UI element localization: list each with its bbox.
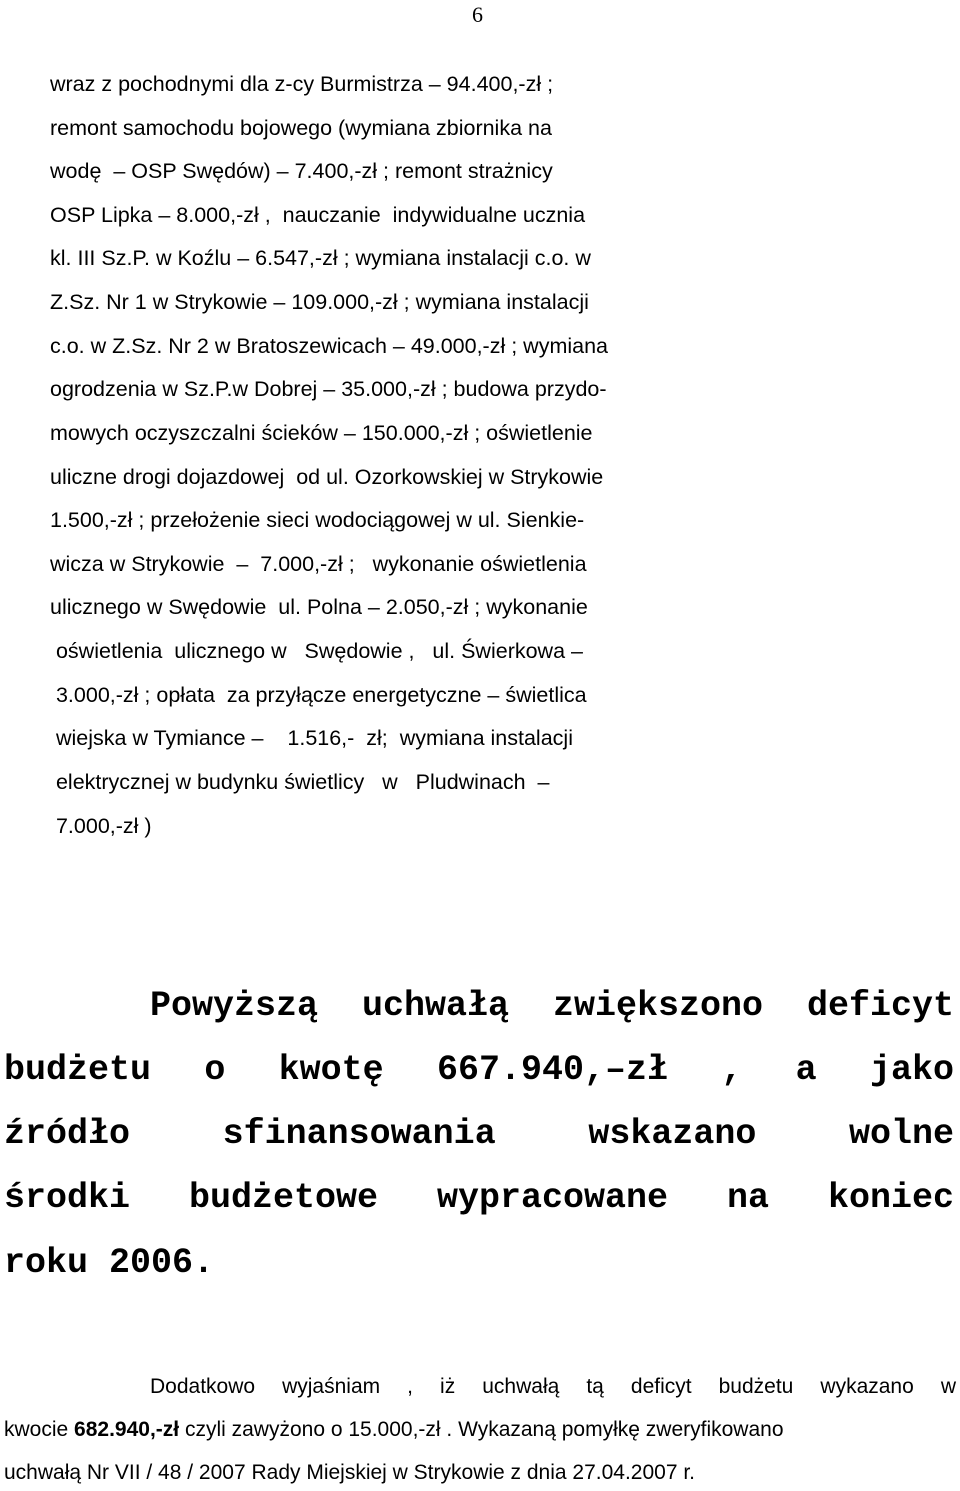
list-line: oświetlenia ulicznego w Swędowie , ul. Świerkowa – — [50, 639, 583, 663]
list-line: kl. III Sz.P. w Koźlu – 6.547,-zł ; wymiana instalacji c.o. w — [50, 246, 591, 270]
corrected-amount: 682.940,-zł — [74, 1418, 180, 1441]
list-line: uliczne drogi dojazdowej od ul. Ozorkowskiej w Strykowie — [50, 465, 604, 489]
list-line: 7.000,-zł ) — [50, 814, 152, 838]
summary-line: źródło sfinansowania wskazano wolne — [4, 1114, 954, 1154]
summary-line: roku 2006. — [4, 1243, 215, 1283]
list-line: ulicznego w Swędowie ul. Polna – 2.050,-zł ; wykonanie — [50, 595, 588, 619]
summary-line: środki budżetowe wypracowane na koniec — [4, 1178, 954, 1218]
list-line: c.o. w Z.Sz. Nr 2 w Bratoszewicach – 49.000,-zł ; wymiana — [50, 334, 609, 358]
list-line: OSP Lipka – 8.000,-zł , nauczanie indywidualne ucznia — [50, 203, 586, 227]
note-text: czyli zawyżono o 15.000,-zł . Wykazaną pomyłkę zweryfikowano — [179, 1418, 784, 1441]
note-line: uchwałą Nr VII / 48 / 2007 Rady Miejskiej w Strykowie z dnia 27.04.2007 r. — [4, 1461, 696, 1484]
list-line: elektrycznej w budynku świetlicy w Pludwinach – — [50, 770, 550, 794]
list-line: 1.500,-zł ; przełożenie sieci wodociągowej w ul. Sienkie- — [50, 508, 585, 532]
list-line: Z.Sz. Nr 1 w Strykowie – 109.000,-zł ; wymiana instalacji — [50, 290, 589, 314]
list-line: wiejska w Tymiance – 1.516,- zł; wymiana instalacji — [50, 726, 573, 750]
list-line: wodę – OSP Swędów) – 7.400,-zł ; remont strażnicy — [50, 159, 553, 183]
summary-line: Powyższą uchwałą zwiększono deficyt — [150, 986, 954, 1026]
note-line: Dodatkowo wyjaśniam , iż uchwałą tą deficyt budżetu wykazano w — [150, 1375, 956, 1398]
list-line: wraz z pochodnymi dla z-cy Burmistrza – 94.400,-zł ; — [50, 72, 554, 96]
note-line — [4, 1419, 956, 1440]
page-number: 6 — [472, 2, 483, 27]
list-line: remont samochodu bojowego (wymiana zbiornika na — [50, 116, 552, 140]
summary-line: budżetu o kwotę 667.940,–zł , a jako — [4, 1050, 954, 1090]
list-line: wicza w Strykowie – 7.000,-zł ; wykonanie oświetlenia — [50, 552, 587, 576]
list-line: mowych oczyszczalni ścieków – 150.000,-zł ; oświetlenie — [50, 421, 593, 445]
list-line: ogrodzenia w Sz.P.w Dobrej – 35.000,-zł ; budowa przydo- — [50, 377, 607, 401]
list-line: 3.000,-zł ; opłata za przyłącze energetyczne – świetlica — [50, 683, 587, 707]
note-text: kwocie — [4, 1418, 75, 1441]
